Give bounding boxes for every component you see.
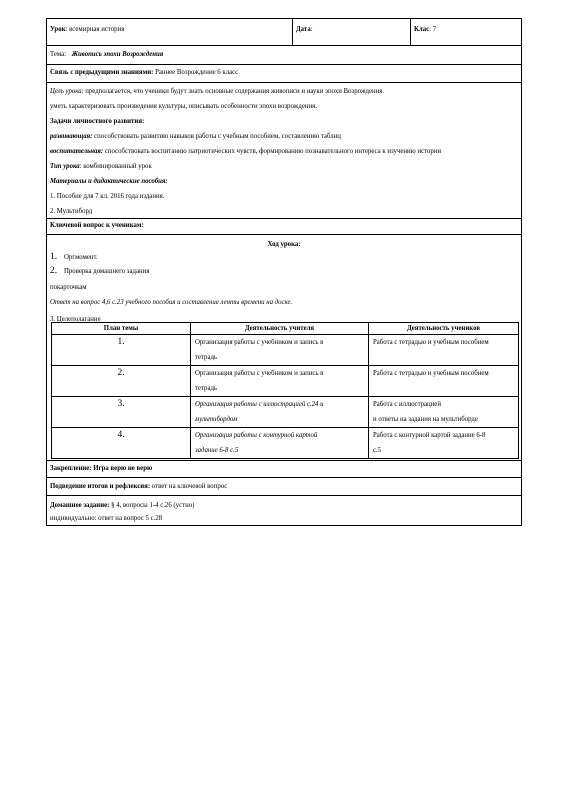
topic-row bbox=[47, 46, 521, 65]
lesson-label: Урок bbox=[50, 26, 66, 33]
step-1-text: Оргмомент. bbox=[64, 254, 98, 261]
summary-row bbox=[47, 478, 521, 496]
plan-header-topic: План темы bbox=[52, 323, 191, 335]
students-line-1: Работа с тетрадью и учебным пособием bbox=[373, 339, 489, 346]
plan-header-students: Деятельность учеников bbox=[369, 323, 519, 335]
teacher-line-1: Организация работы с контурной картой bbox=[195, 432, 318, 439]
teacher-line-1: Организация работы с учебником и запись в bbox=[195, 339, 324, 346]
answer-text: Ответ на вопрос 4,6 с.23 учебного пособия и составление ленты времени на доске. bbox=[50, 299, 293, 306]
dev-label: развивающая: bbox=[50, 133, 93, 140]
plan-row-num: 1. bbox=[52, 335, 191, 366]
plan-row-num: 3. bbox=[52, 397, 191, 428]
homework-text: § 4, вопросы 1-4 с.26 (устно) bbox=[109, 502, 195, 509]
tasks-label: Задачи личностного развития: bbox=[50, 118, 145, 125]
students-line-2: с.5 bbox=[373, 447, 382, 454]
teacher-line-1: Организация работы с иллюстрацией с.24 и bbox=[195, 401, 324, 408]
table-row bbox=[52, 397, 519, 428]
teacher-line-2: мультибордом bbox=[195, 416, 238, 423]
plan-row-teacher bbox=[191, 366, 369, 397]
prior-label: Связь с предыдущими знаниями: bbox=[50, 69, 154, 76]
goal-text: : предполагается, что ученики будут знать основные содержания живописи и науки эпохи Возрождения. bbox=[81, 88, 385, 95]
date-value: : bbox=[310, 26, 313, 33]
step-2-num: 2. bbox=[50, 266, 58, 276]
type-label: Тип урока bbox=[50, 163, 80, 170]
students-line-2: и ответы на задания на мультиборде bbox=[373, 416, 478, 423]
plan-row-students bbox=[369, 428, 519, 459]
lesson-value: : всемирная история bbox=[65, 26, 125, 33]
plan-row-students bbox=[369, 335, 519, 366]
plan-table-header bbox=[52, 323, 519, 335]
homework-label: Домашнее задание: bbox=[50, 502, 110, 509]
teacher-line-2: задание 6-8 с.5 bbox=[195, 447, 239, 454]
teacher-line-1: Организация работы с учебником и запись в bbox=[195, 370, 324, 377]
reinforcement-label: Закрепление: Игра верю не верю bbox=[50, 465, 153, 472]
lesson-plan-document bbox=[46, 18, 522, 526]
step-3: 3. Целеполагание bbox=[50, 316, 101, 323]
step-1-num: 1. bbox=[50, 252, 58, 262]
class-label: Клас bbox=[414, 26, 430, 33]
step-2-sub: покарточкам bbox=[50, 284, 87, 291]
plan-row-num: 2. bbox=[52, 366, 191, 397]
plan-row-teacher bbox=[191, 428, 369, 459]
homework-line bbox=[50, 498, 518, 513]
edu-text: способствовать воспитанию патриотических чувств, формированию познавательного интереса к изучению истории bbox=[103, 148, 442, 155]
step-2-text: Проверка домашнего задания bbox=[64, 268, 150, 275]
step-1 bbox=[50, 252, 518, 266]
topic-value: Живопись эпохи Возрождения bbox=[71, 51, 164, 58]
table-row bbox=[52, 366, 519, 397]
step-2 bbox=[50, 266, 518, 280]
materials-label: Материалы и дидактические пособия: bbox=[50, 178, 168, 185]
material-1: 1. Пособие для 7 кл. 2016 года издания. bbox=[50, 193, 165, 200]
plan-header-teacher: Деятельность учителя bbox=[191, 323, 369, 335]
summary-label: Подведение итогов и рефлексия: bbox=[50, 483, 151, 490]
table-row bbox=[52, 335, 519, 366]
teacher-line-2: тетрадь bbox=[195, 354, 218, 361]
date-cell bbox=[293, 19, 411, 45]
teacher-line-2: тетрадь bbox=[195, 385, 218, 392]
prior-value: Раннее Возрождение 6 класс bbox=[153, 69, 239, 76]
dev-text: способствовать развитию навыков работы с учебным пособием, составлению таблиц bbox=[92, 133, 341, 140]
prior-knowledge-row bbox=[47, 65, 521, 83]
course-block bbox=[47, 235, 521, 461]
goals-block bbox=[47, 83, 521, 219]
reinforcement-row bbox=[47, 461, 521, 478]
goal-line bbox=[50, 84, 518, 99]
skill-line: уметь характеризовать произведения культуры, описывать особенности эпохи возрождения. bbox=[50, 103, 317, 110]
table-row bbox=[52, 428, 519, 459]
type-text: : комбинированный урок bbox=[79, 163, 152, 170]
dev-line bbox=[50, 129, 518, 144]
header-row bbox=[47, 19, 521, 46]
plan-table bbox=[51, 322, 519, 459]
lesson-cell bbox=[47, 19, 293, 45]
type-line bbox=[50, 159, 518, 174]
date-label: Дата bbox=[296, 26, 311, 33]
plan-row-students bbox=[369, 366, 519, 397]
edu-label: воспитательная: bbox=[50, 148, 104, 155]
homework-block bbox=[47, 496, 521, 525]
goal-label: Цель урока bbox=[50, 88, 82, 95]
class-cell bbox=[411, 19, 521, 45]
plan-row-teacher bbox=[191, 335, 369, 366]
edu-line bbox=[50, 144, 518, 159]
plan-row-num: 4. bbox=[52, 428, 191, 459]
topic-label: Тема: bbox=[50, 51, 68, 58]
students-line-1: Работа с иллюстрацией bbox=[373, 401, 441, 408]
material-2: 2. Мультиборд bbox=[50, 208, 93, 215]
key-question-row bbox=[47, 219, 521, 235]
class-value: : 7 bbox=[429, 26, 437, 33]
course-title: Ход урока: bbox=[267, 241, 301, 248]
plan-row-teacher bbox=[191, 397, 369, 428]
students-line-1: Работа с контурной картой задание 6-8 bbox=[373, 432, 486, 439]
students-line-1: Работа с тетрадью и учебным пособием bbox=[373, 370, 489, 377]
summary-text: ответ на ключевой вопрос bbox=[150, 483, 228, 490]
homework-individual: индивидуально: ответ на вопрос 5 с.28 bbox=[50, 515, 163, 522]
key-question-label: Ключевой вопрос к ученикам: bbox=[50, 222, 144, 229]
plan-row-students bbox=[369, 397, 519, 428]
